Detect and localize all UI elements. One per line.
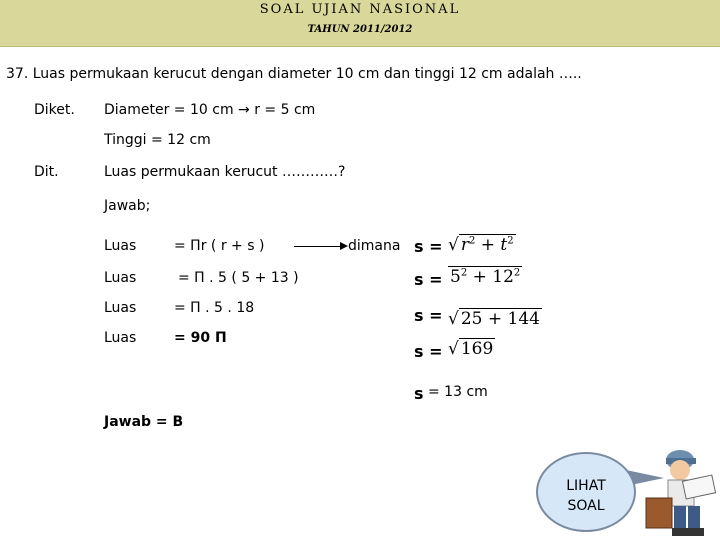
boy-reading-icon xyxy=(640,442,720,540)
step-label: Luas xyxy=(104,238,137,254)
asked-label: Dit. xyxy=(34,164,59,180)
known-label: Diket. xyxy=(34,102,75,118)
s-final-symbol: s xyxy=(414,384,424,403)
step-expression: = Π . 5 ( 5 + 13 ) xyxy=(178,270,299,286)
s-equals: s = xyxy=(414,270,443,289)
sqrt-expression: $5^2 + 12^2$ xyxy=(450,267,521,287)
sqrt-expression: √ 25 + 144 xyxy=(448,309,540,329)
step-label: Luas xyxy=(104,300,137,316)
s-equals: s = xyxy=(414,306,443,325)
s-equals: s = xyxy=(414,237,443,256)
where-label: dimana xyxy=(348,238,401,254)
step-expression: = Π . 5 . 18 xyxy=(174,300,255,316)
arrow-line xyxy=(294,246,344,247)
known-diameter: Diameter = 10 cm → r = 5 cm xyxy=(104,102,316,118)
asked-text: Luas permukaan kerucut …………? xyxy=(104,164,346,180)
radical-icon: √ xyxy=(448,235,459,255)
s-equals: s = xyxy=(414,342,443,361)
final-answer: Jawab = B xyxy=(104,414,184,430)
step-expression: = Πr ( r + s ) xyxy=(174,238,265,254)
header-subtitle: TAHUN 2011/2012 xyxy=(307,24,413,35)
header-banner xyxy=(0,0,720,47)
step-label: Luas xyxy=(104,330,137,346)
radical-icon: √ xyxy=(448,309,459,329)
step-result: = 90 Π xyxy=(174,330,227,346)
sqrt-expression: √ 169 xyxy=(448,339,494,359)
lihat-soal-label[interactable]: LIHAT SOAL xyxy=(566,478,606,514)
answer-label: Jawab; xyxy=(104,198,151,214)
question-text: 37. Luas permukaan kerucut dengan diameter 10 cm dan tinggi 12 cm adalah ….. xyxy=(6,66,582,82)
s-final-value: = 13 cm xyxy=(428,384,488,400)
known-height: Tinggi = 12 cm xyxy=(104,132,211,148)
header-title: SOAL UJIAN NASIONAL xyxy=(259,2,461,17)
arrow-right-icon xyxy=(340,242,348,250)
radical-icon: √ xyxy=(448,339,459,359)
step-label: Luas xyxy=(104,270,137,286)
sqrt-expression: √ $r^2 + t^2$ xyxy=(448,235,514,255)
